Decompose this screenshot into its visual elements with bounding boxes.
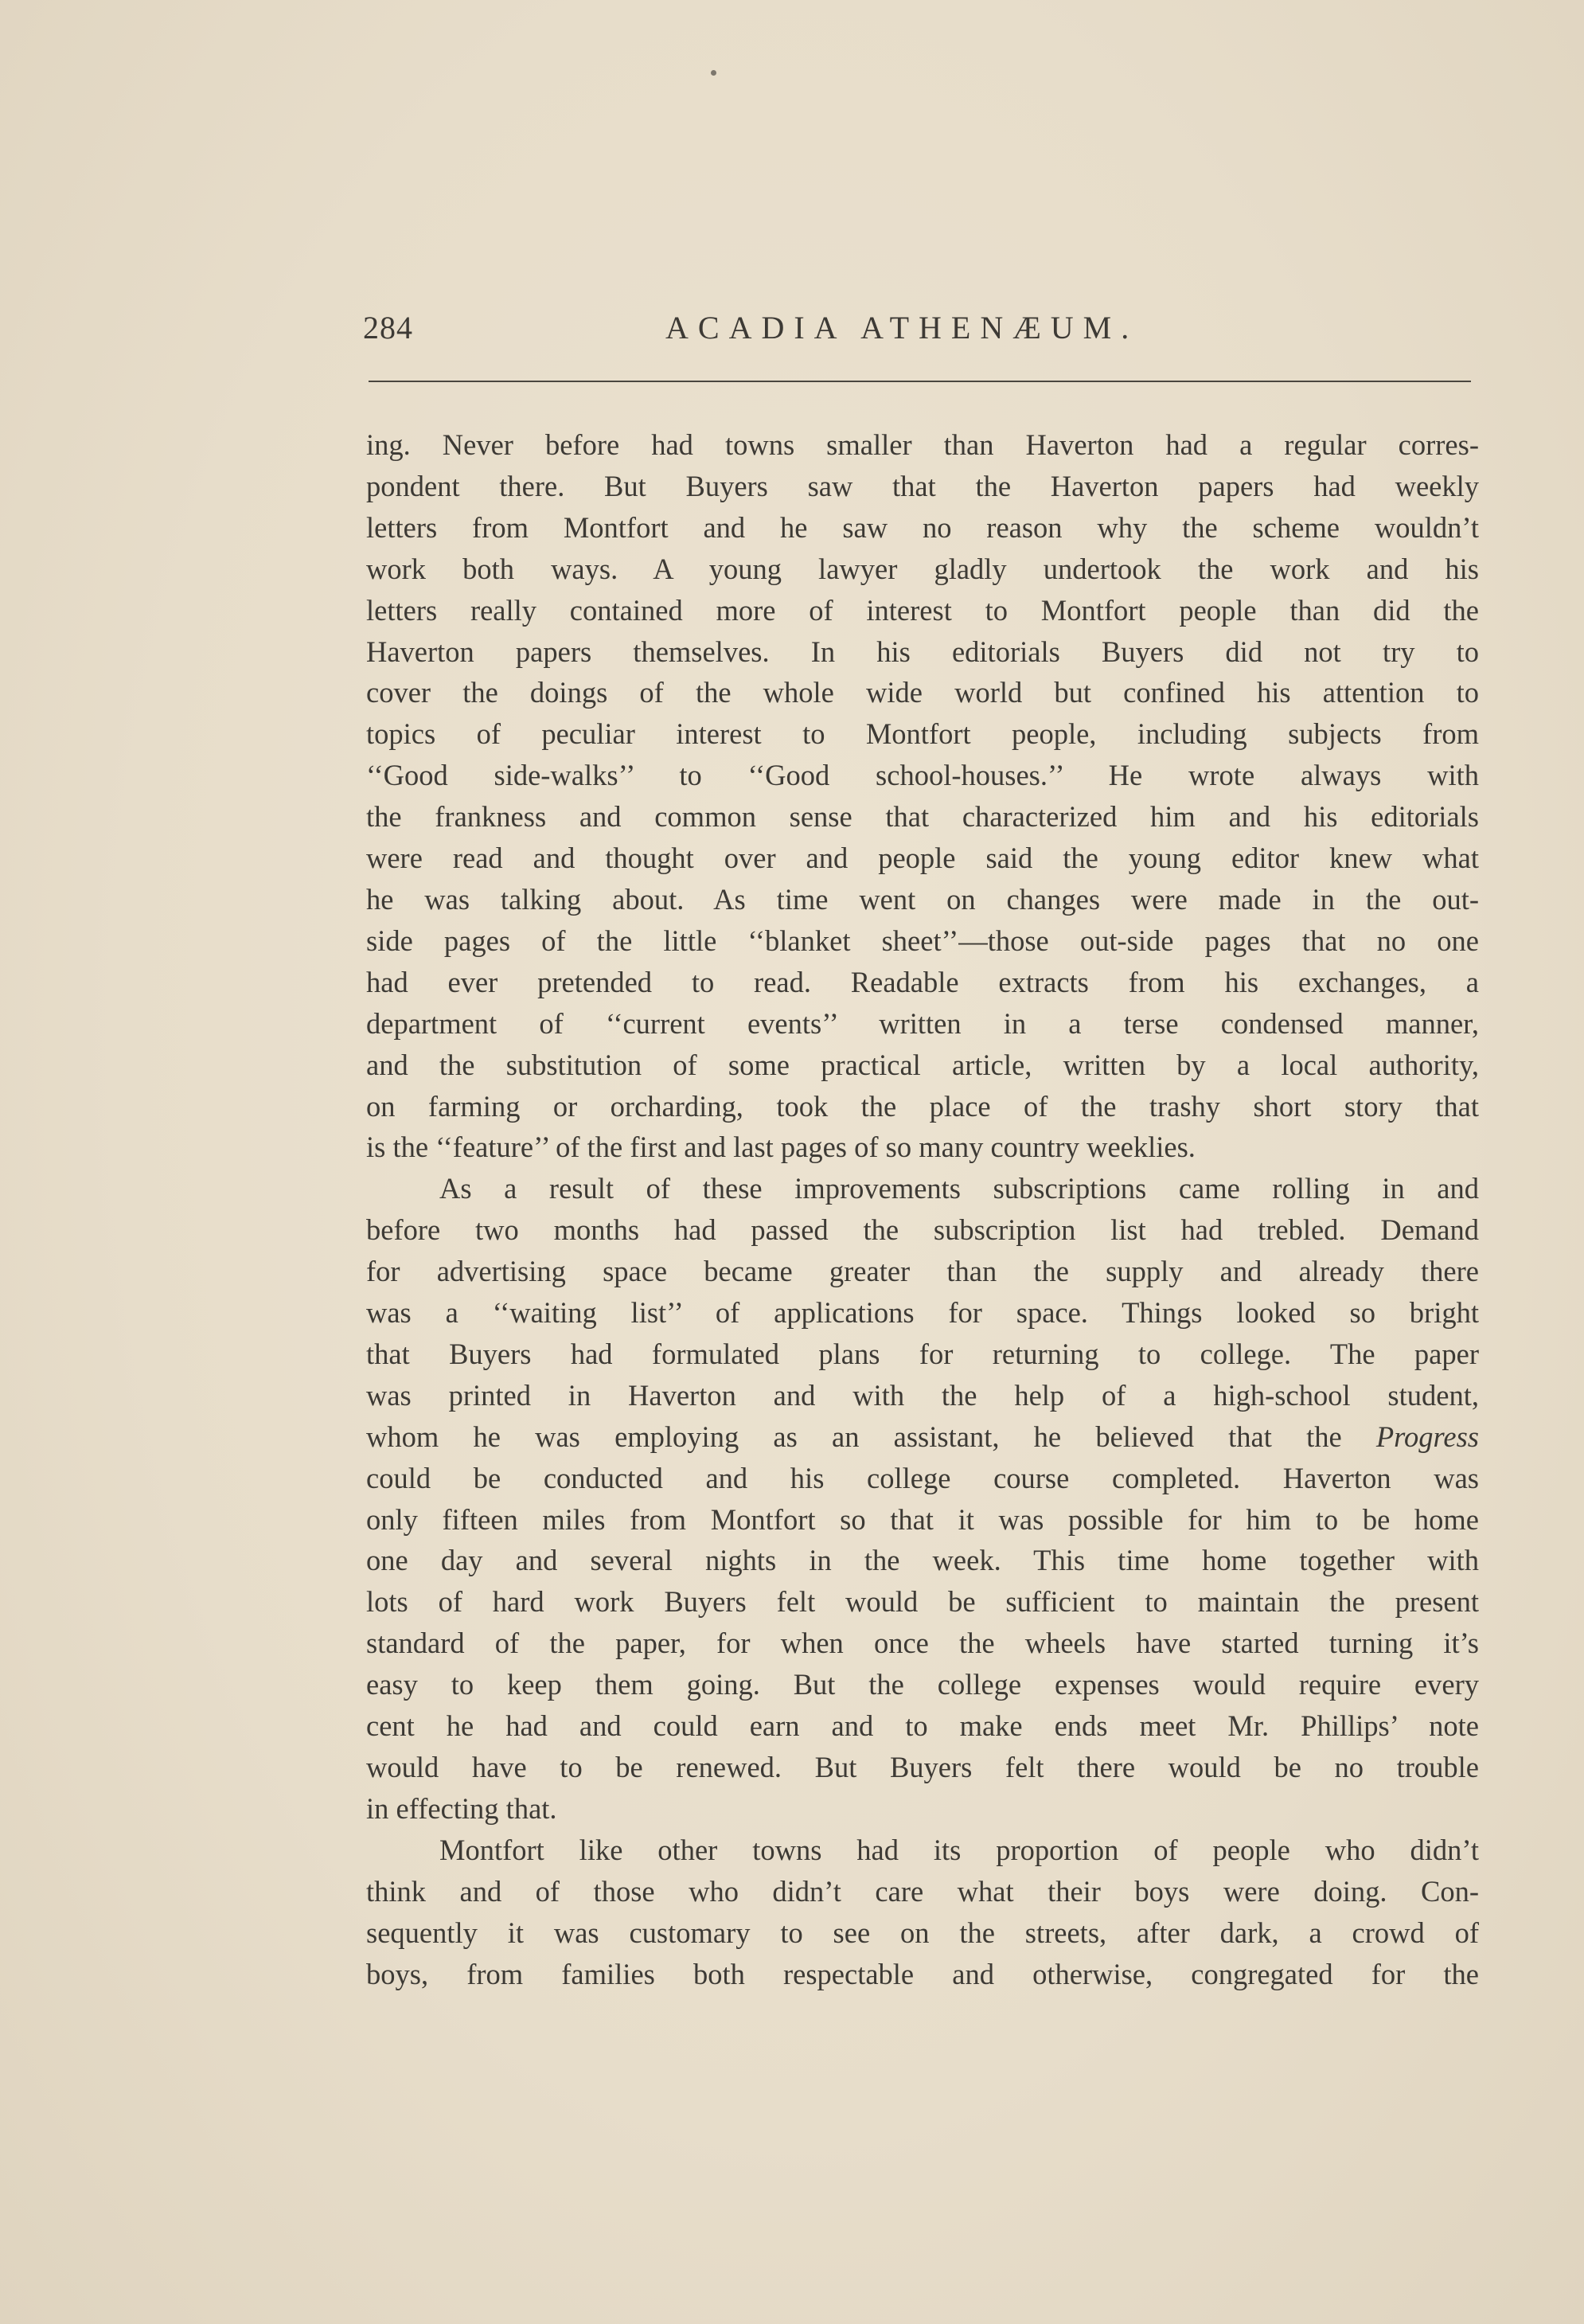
text-line-with-italic	[366, 1416, 1479, 1458]
text-line: letters from Montfort and he saw no reason why the scheme wouldn’t	[366, 510, 1479, 544]
text-line: letters really contained more of interest to Montfort people than did the	[366, 593, 1479, 627]
running-header	[363, 309, 1474, 357]
text-line: topics of peculiar interest to Montfort people, including subjects from	[366, 717, 1479, 751]
text-line: the frankness and common sense that characterized him and his editorials	[366, 800, 1479, 834]
text-line: pondent there. But Buyers saw that the Haverton papers had weekly	[366, 469, 1479, 502]
text-line: one day and several nights in the week. This time home together with	[366, 1544, 1479, 1577]
text-line: ing. Never before had towns smaller than Haverton had a regular corres-	[366, 428, 1479, 461]
text-line: think and of those who didn’t care what their boys were doing. Con-	[366, 1874, 1479, 1908]
text-line: had ever pretended to read. Readable extracts from his exchanges, a	[366, 965, 1479, 998]
text-line: standard of the paper, for when once the wheels have started turning it’s	[366, 1627, 1479, 1660]
text-line: boys, from families both respectable and otherwise, congregated for the	[366, 1957, 1479, 1990]
text-line: ‘‘Good side-walks’’ to ‘‘Good school-houses.’’ He wrote always with	[366, 759, 1479, 792]
paper-speck	[711, 70, 716, 76]
paragraph-1	[366, 424, 1479, 1168]
text-line: Haverton papers themselves. In his editorials Buyers did not try to	[366, 635, 1479, 668]
text-line: was a ‘‘waiting list’’ of applications for space. Things looked so bright	[366, 1296, 1479, 1330]
text-line: easy to keep them going. But the college expenses would require every	[366, 1668, 1479, 1701]
paragraph-3	[366, 1830, 1479, 1995]
text-line: is the ‘‘feature’’ of the first and last pages of so many country weeklies.	[366, 1131, 1196, 1164]
text-line: and the substitution of some practical article, written by a local authority,	[366, 1048, 1479, 1081]
text-line: lots of hard work Buyers felt would be sufficient to maintain the present	[366, 1585, 1479, 1619]
text-line: As a result of these improvements subscriptions came rolling in and	[439, 1172, 1479, 1205]
text-line: cent he had and could earn and to make ends meet Mr. Phillips’ note	[366, 1709, 1479, 1743]
text-line: he was talking about. As time went on changes were made in the out-	[366, 882, 1479, 916]
text-line: sequently it was customary to see on the streets, after dark, a crowd of	[366, 1916, 1479, 1949]
text-line: that Buyers had formulated plans for returning to college. The paper	[366, 1337, 1479, 1370]
text-line: was printed in Haverton and with the help of a high-school student,	[366, 1378, 1479, 1412]
body-text	[366, 424, 1479, 1994]
page-number: 284	[363, 310, 413, 346]
text-line: work both ways. A young lawyer gladly undertook the work and his	[366, 552, 1479, 585]
text-line: for advertising space became greater than the supply and already there	[366, 1255, 1479, 1288]
text-line: before two months had passed the subscription list had trebled. Demand	[366, 1213, 1479, 1247]
header-rule	[369, 381, 1471, 382]
text-line: whom he was employing as an assistant, he believed that the	[366, 1420, 1376, 1453]
text-line: would have to be renewed. But Buyers felt there would be no trouble	[366, 1751, 1479, 1783]
running-head-title: ACADIA ATHENÆUM.	[665, 310, 1139, 346]
text-line: Montfort like other towns had its proportion of people who didn’t	[439, 1833, 1479, 1866]
text-line: department of ‘‘current events’’ written in a terse condensed manner,	[366, 1006, 1479, 1040]
text-line: cover the doings of the whole wide world but confined his attention to	[366, 676, 1479, 709]
paragraph-2	[366, 1168, 1479, 1830]
text-line: on farming or orcharding, took the place of the trashy short story that	[366, 1089, 1479, 1123]
text-line: could be conducted and his college course completed. Haverton was	[366, 1461, 1479, 1494]
text-line: side pages of the little ‘‘blanket sheet’’—those out-side pages that no one	[366, 924, 1479, 957]
newspaper-title-italic: Progress	[1375, 1420, 1479, 1453]
text-line: only fifteen miles from Montfort so that it was possible for him to be home	[366, 1502, 1479, 1536]
text-line: were read and thought over and people said the young editor knew what	[366, 842, 1479, 875]
text-line: in effecting that.	[366, 1791, 557, 1825]
